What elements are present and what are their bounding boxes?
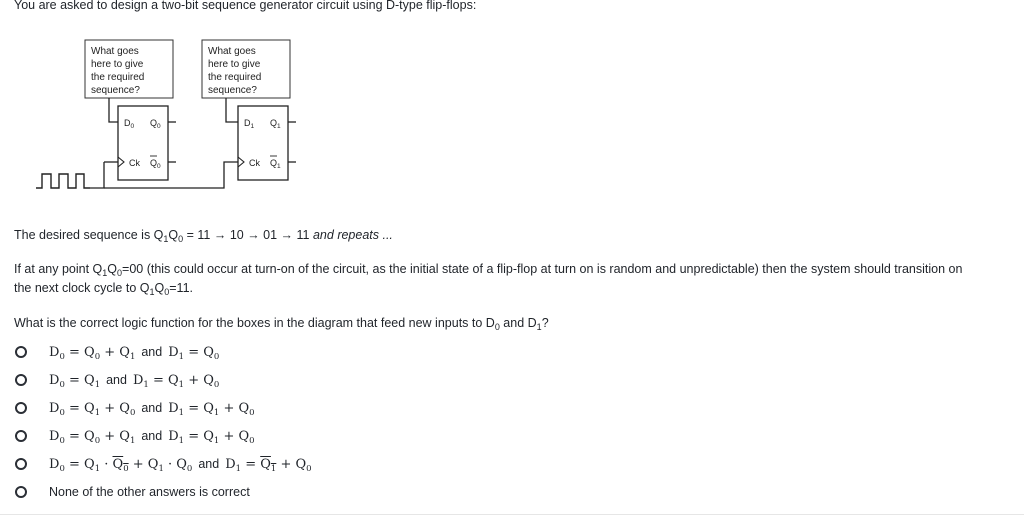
svg-text:Q1: $Q_1$ xyxy=(270,118,281,130)
svg-text:Q0: $Q_0$ xyxy=(150,158,161,170)
divider xyxy=(0,514,1024,515)
option-formula: $D_0 = Q_0 + Q_1$ and $D_1 = Q_0$ xyxy=(49,344,220,362)
svg-text:D1: $D_1$ xyxy=(244,118,255,130)
answer-option[interactable] xyxy=(14,394,312,422)
sequence-statement: The desired sequence is $Q_1Q_0 = 11 \to 10 \to 01 \to 11$ and repeats ... xyxy=(14,228,393,244)
option-formula: $D_0 = Q_1 \cdot Q_0 + Q_1 \cdot Q_0$ and $D_1 = Q_1 + Q_0$ xyxy=(49,456,312,474)
radio-button[interactable] xyxy=(15,402,27,414)
reset-condition-text: If at any point $Q_1Q_0=00$ (this could occur at turn-on of the circuit, as the initial state of a flip-flop at turn on is random and unpredictable) then the system should transition on xyxy=(14,262,963,278)
clock-signal-icon xyxy=(36,174,90,188)
box-left-line: What goes xyxy=(91,46,139,57)
radio-button[interactable] xyxy=(15,374,27,386)
answer-option[interactable] xyxy=(14,450,312,478)
option-formula: $D_0 = Q_1$ and $D_1 = Q_1 + Q_0$ xyxy=(49,372,220,390)
ff0-d-label: D xyxy=(124,118,131,128)
box-left-line: sequence? xyxy=(91,85,140,96)
svg-text:Q0: $Q_0$ xyxy=(150,118,161,130)
ff0-ck-label: Ck xyxy=(129,158,140,168)
svg-text:Q1: $Q_1$ xyxy=(270,158,281,170)
circuit-diagram xyxy=(0,30,320,230)
ff0-qbar-label: Q xyxy=(150,158,158,168)
answer-options xyxy=(14,338,312,506)
box-right-line: What goes xyxy=(208,46,256,57)
box-right-line: sequence? xyxy=(208,85,257,96)
svg-text:D0: $D_0$ xyxy=(124,118,135,130)
ff1-qbar-label: Q xyxy=(270,158,278,168)
option-label: None of the other answers is correct xyxy=(49,485,250,499)
option-formula: $D_0 = Q_1 + Q_0$ and $D_1 = Q_1 + Q_0$ xyxy=(49,400,255,418)
question-prompt: What is the correct logic function for the boxes in the diagram that feed new inputs to $D_0$ and $D_1$? xyxy=(14,316,549,332)
answer-option[interactable] xyxy=(14,338,312,366)
answer-option[interactable] xyxy=(14,366,312,394)
radio-button[interactable] xyxy=(15,486,27,498)
box-left-line: the required xyxy=(91,72,145,83)
ff0-q-label: Q xyxy=(150,118,158,128)
question-title: You are asked to design a two-bit sequence generator circuit using D-type flip-flops: xyxy=(14,0,477,12)
ff1-d-label: D xyxy=(244,118,251,128)
reset-condition-text-cont: the next clock cycle to $Q_1Q_0=11$. xyxy=(14,281,193,297)
radio-button[interactable] xyxy=(15,346,27,358)
ff1-ck-label: Ck xyxy=(249,158,260,168)
answer-option[interactable] xyxy=(14,478,312,506)
box-right-line: here to give xyxy=(208,59,261,70)
option-formula: $D_0 = Q_0 + Q_1$ and $D_1 = Q_1 + Q_0$ xyxy=(49,428,255,446)
radio-button[interactable] xyxy=(15,458,27,470)
ff1-q-label: Q xyxy=(270,118,278,128)
radio-button[interactable] xyxy=(15,430,27,442)
answer-option[interactable] xyxy=(14,422,312,450)
box-left-line: here to give xyxy=(91,59,144,70)
box-right-line: the required xyxy=(208,72,262,83)
